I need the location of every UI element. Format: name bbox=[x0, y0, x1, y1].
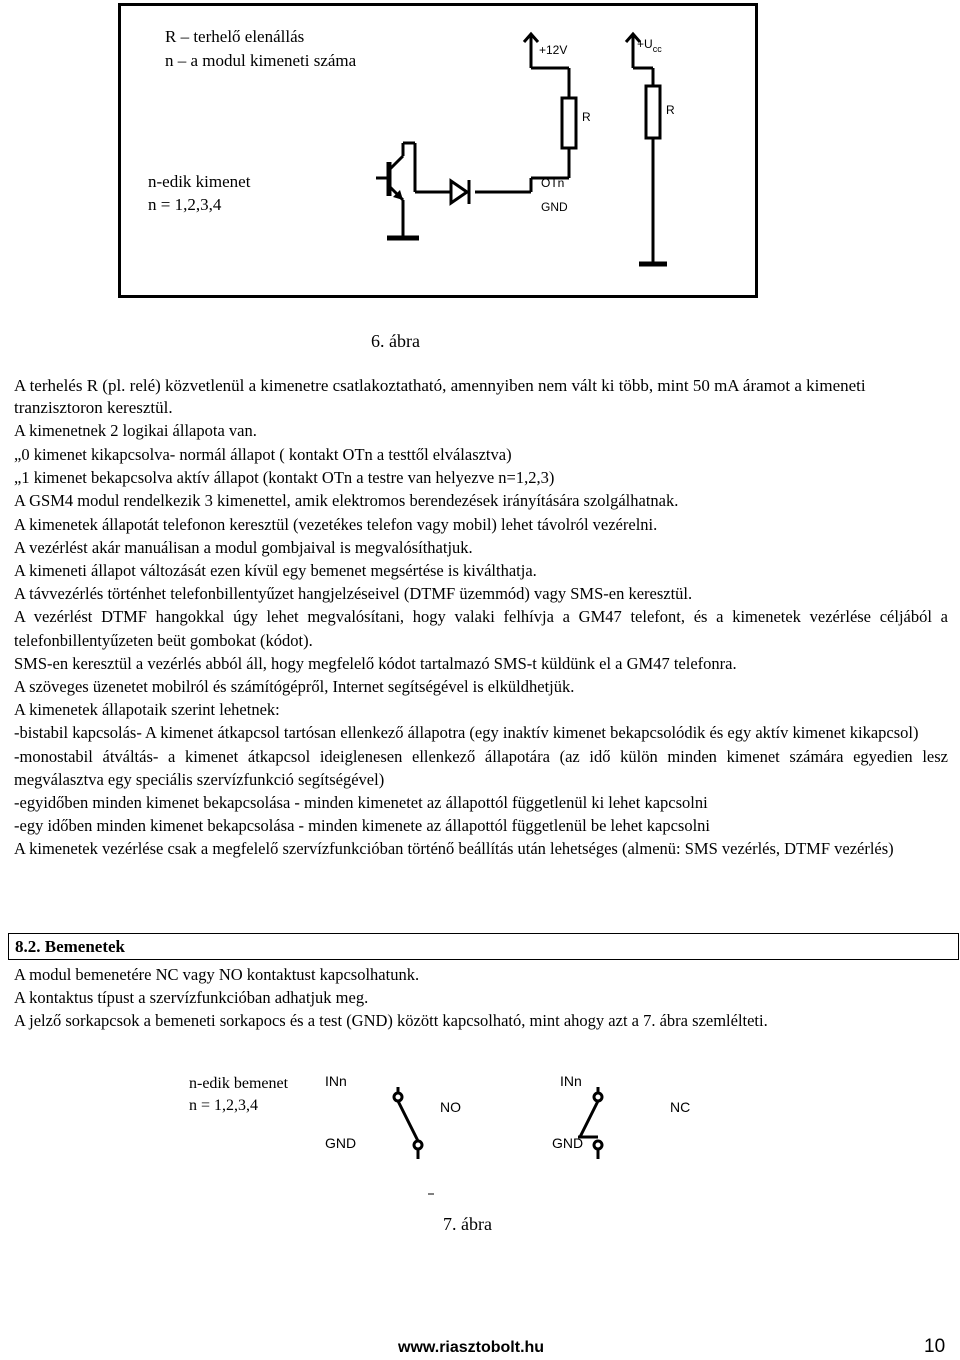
paragraph: A kimenetek állapotaik szerint lehetnek: bbox=[14, 700, 280, 720]
footer-url: www.riasztobolt.hu bbox=[398, 1339, 545, 1356]
paragraph: -egy időben minden kimenet bekapcsolása - minden kimenete az állapottól függetlenül be lehet kapcsolni bbox=[14, 816, 710, 836]
figure-6-frame bbox=[118, 3, 758, 298]
output-label-2: n = 1,2,3,4 bbox=[148, 195, 222, 214]
paragraph: A vezérlést akár manuálisan a modul gombjaival is megvalósíthatjuk. bbox=[14, 537, 473, 557]
input-contacts-diagram bbox=[160, 1059, 722, 1201]
no-label: NO bbox=[440, 1099, 461, 1115]
resistor-1 bbox=[562, 98, 576, 148]
paragraph: A jelző sorkapcsok a bemeneti sorkapocs és a test (GND) között kapcsolható, mint ahogy azt a 7. ábra szemlélteti. bbox=[14, 1011, 768, 1031]
resistor-2-label: R bbox=[666, 103, 675, 117]
paragraph: -monostabil átváltás- a kimenet átkapcsol ideiglenesen ellenkező állapotára (az idő külön minden kimenet számára egyedien lesz megválasztva egy speciális szervízfunkció segítségével) bbox=[14, 746, 948, 789]
paragraph: „0 kimenet kikapcsolva- normál állapot ( kontakt OTn a testtől elválasztva) bbox=[14, 445, 512, 464]
figure-6-caption: 6. ábra bbox=[371, 331, 420, 351]
figure-7-caption: 7. ábra bbox=[443, 1214, 492, 1234]
paragraph: -bistabil kapcsolás- A kimenet átkapcsol tartósan ellenkező állapotra (egy inaktív kimenet bekapcsolódik és egy aktív kimenet kikapcsol) bbox=[14, 723, 919, 743]
diode-symbol bbox=[451, 181, 467, 203]
gnd-no-label: GND bbox=[325, 1135, 357, 1151]
input-label-2: n = 1,2,3,4 bbox=[189, 1097, 259, 1114]
supply-ucc-label: $+U_{cc}$ bbox=[637, 37, 662, 54]
figure-7 bbox=[160, 1059, 722, 1201]
input-label-1: n-edik bemenet bbox=[189, 1075, 289, 1092]
gnd-nc-label: GND bbox=[552, 1135, 584, 1151]
legend-line-2: n – a modul kimeneti száma bbox=[165, 51, 357, 70]
output-circuit-diagram bbox=[121, 6, 755, 295]
paragraph: A kontaktus típust a szervízfunkcióban adhatjuk meg. bbox=[14, 988, 369, 1008]
paragraph: A vezérlést DTMF hangokkal úgy lehet megvalósítani, hogy valaki felhívja a GM47 telefont, és a kimenetek vezérlése céljából a telefonbillentyűzeten beüt gombokat (kódot). bbox=[14, 607, 948, 650]
paragraph: A kimenetnek 2 logikai állapota van. bbox=[14, 421, 257, 440]
nc-contact-switch bbox=[580, 1101, 598, 1137]
pin-otn-label: OTn bbox=[541, 176, 565, 190]
page-number: 10 bbox=[924, 1336, 946, 1357]
paragraph: SMS-en keresztül a vezérlés abból áll, hogy megfelelő kódot tartalmazó SMS-t küldünk el a GM47 telefonra. bbox=[14, 653, 737, 673]
paragraph: A terhelés R (pl. relé) közvetlenül a kimenetre csatlakoztatható, amennyiben nem vált ki több, mint 50 mA áramot a kimeneti tranzisztoron keresztül. bbox=[14, 376, 866, 417]
resistor-1-label: R bbox=[582, 110, 591, 124]
paragraph: A szöveges üzenetet mobilról és számítógépről, Internet segítségével is elküldhetjük. bbox=[14, 677, 575, 697]
section-heading: 8.2. Bemenetek bbox=[8, 933, 959, 960]
output-label-1: n-edik kimenet bbox=[148, 172, 251, 191]
supply-12v-label: +12V bbox=[539, 43, 568, 57]
body-text bbox=[14, 375, 948, 861]
pin-gnd-label: GND bbox=[541, 200, 568, 214]
paragraph: „1 kimenet bekapcsolva aktív állapot (kontakt OTn a testre van helyezve n=1,2,3) bbox=[14, 468, 555, 488]
paragraph: A kimeneti állapot változását ezen kívül egy bemenet megsértése is kiválthatja. bbox=[14, 561, 537, 581]
legend-line-1: R – terhelő elenállás bbox=[165, 27, 305, 46]
paragraph: A kimenetek vezérlése csak a megfelelő szervízfunkcióban történő beállítás után lehetséges (almenü: SMS vezérlés, DTMF vezérlés) bbox=[14, 839, 894, 859]
paragraph: A távvezérlés történhet telefonbillentyűzet hangjelzéseivel (DTMF üzemmód) vagy SMS-en keresztül. bbox=[14, 584, 693, 604]
paragraph: -egyidőben minden kimenet bekapcsolása - minden kimenetet az állapottól függetlenül ki lehet kapcsolni bbox=[14, 793, 708, 813]
section-text bbox=[14, 963, 948, 1033]
paragraph: A GSM4 modul rendelkezik 3 kimenettel, amik elektromos berendezések irányítására szolgálhatnak. bbox=[14, 491, 679, 511]
nc-label: NC bbox=[670, 1099, 691, 1115]
paragraph: A modul bemenetére NC vagy NO kontaktust kapcsolhatunk. bbox=[14, 965, 420, 984]
no-contact-switch bbox=[398, 1101, 418, 1141]
resistor-2 bbox=[646, 86, 660, 138]
paragraph: A kimenetek állapotát telefonon keresztül (vezetékes telefon vagy mobil) lehet távolról vezérelni. bbox=[14, 514, 658, 534]
input-nc-label: INn bbox=[560, 1073, 582, 1089]
input-no-label: INn bbox=[325, 1073, 347, 1089]
